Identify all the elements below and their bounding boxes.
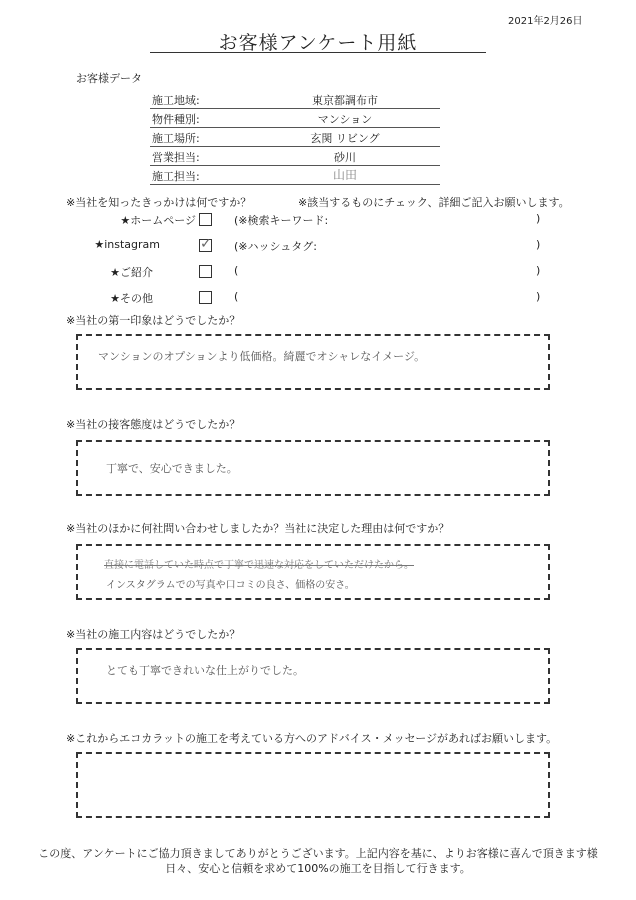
option-detail-label: (※ハッシュタグ:: [234, 240, 317, 253]
option-label: ★ご紹介: [110, 266, 153, 279]
q3-answer-box[interactable]: [76, 440, 550, 496]
row-value: 砂川: [334, 151, 356, 164]
q2-question: ※当社の第一印象はどうでしたか？: [66, 314, 241, 327]
q6-question: ※これからエコカラットの施工を考えている方へのアドバイス・メッセージがあればお願いします。: [66, 732, 558, 745]
option-detail-label: (: [234, 264, 239, 277]
title-underline: [150, 52, 486, 53]
row-value: 東京都調布市: [312, 94, 378, 107]
q4-answer: インスタグラムでの写真や口コミの良さ、価格の安さ。: [106, 580, 355, 591]
row-value: マンション: [317, 113, 373, 126]
customer-row: [150, 128, 440, 147]
q2-answer: マンションのオプションより低価格。綺麗でオシャレなイメージ。: [98, 350, 426, 363]
customer-row: [150, 90, 440, 109]
q6-answer-box[interactable]: [76, 752, 550, 818]
option-detail-label: (※検索キーワード:: [234, 214, 329, 227]
customer-row: [150, 166, 440, 185]
customer-section-label: お客様データ: [76, 72, 142, 85]
checkmark-icon: ✓: [200, 236, 212, 252]
source-option-referral: [0, 264, 636, 282]
checkbox-instagram[interactable]: [199, 236, 212, 252]
q5-question: ※当社の施工内容はどうでしたか？: [66, 628, 241, 641]
checkbox-other[interactable]: [199, 291, 212, 304]
q1-note: ※該当するものにチェック、詳細ご記入お願いします。: [298, 196, 570, 209]
option-detail-label: (: [234, 290, 239, 303]
footer-line-1: この度、アンケートにご協力頂きましてありがとうございます。上記内容を基に、よりお客様に喜んで頂きます様: [38, 847, 598, 860]
row-label: 施工担当:: [152, 170, 200, 183]
option-detail-close: ): [536, 212, 541, 225]
row-label: 営業担当:: [152, 151, 200, 164]
option-label: ★その他: [110, 292, 153, 305]
option-detail-close: ): [536, 290, 541, 303]
q5-answer-box[interactable]: [76, 648, 550, 704]
row-label: 物件種別:: [152, 113, 200, 126]
q1-question: ※当社を知ったきっかけは何ですか？: [66, 196, 252, 209]
option-detail-close: ): [536, 238, 541, 251]
source-option-other: [0, 290, 636, 308]
customer-table: [150, 90, 440, 185]
q3-question: ※当社の接客態度はどうでしたか？: [66, 418, 241, 431]
q4-answer-box[interactable]: [76, 544, 550, 600]
q4-question: ※当社のほかに何社問い合わせしましたか？当社に決定した理由は何ですか？: [66, 522, 450, 535]
option-label: ★instagram: [94, 238, 160, 251]
option-label: ★ホームページ: [120, 214, 196, 227]
q2-answer-box[interactable]: [76, 334, 550, 390]
row-value-handwritten: 山田: [332, 168, 357, 182]
option-detail-close: ): [536, 264, 541, 277]
page-title: お客様アンケート用紙: [218, 32, 418, 54]
row-label: 施工場所:: [152, 132, 200, 145]
customer-row: [150, 109, 440, 128]
date: 2021年2月26日: [508, 16, 583, 27]
q5-answer: とても丁寧できれいな仕上がりでした。: [106, 664, 304, 677]
footer-line-2: 日々、安心と信頼を求めて100%の施工を目指して行きます。: [165, 862, 471, 875]
checkbox-homepage[interactable]: [199, 213, 212, 226]
checkbox-referral[interactable]: [199, 265, 212, 278]
customer-row: [150, 147, 440, 166]
source-option-instagram: [0, 238, 636, 256]
row-label: 施工地域:: [152, 94, 200, 107]
source-option-homepage: [0, 212, 636, 230]
q3-answer: 丁寧で、安心できました。: [106, 462, 238, 475]
q4-answer-struck: 直接に電話していた時点で丁寧で迅速な対応をしていただけたから。: [104, 560, 414, 571]
row-value: 玄関 リビング: [310, 132, 380, 145]
